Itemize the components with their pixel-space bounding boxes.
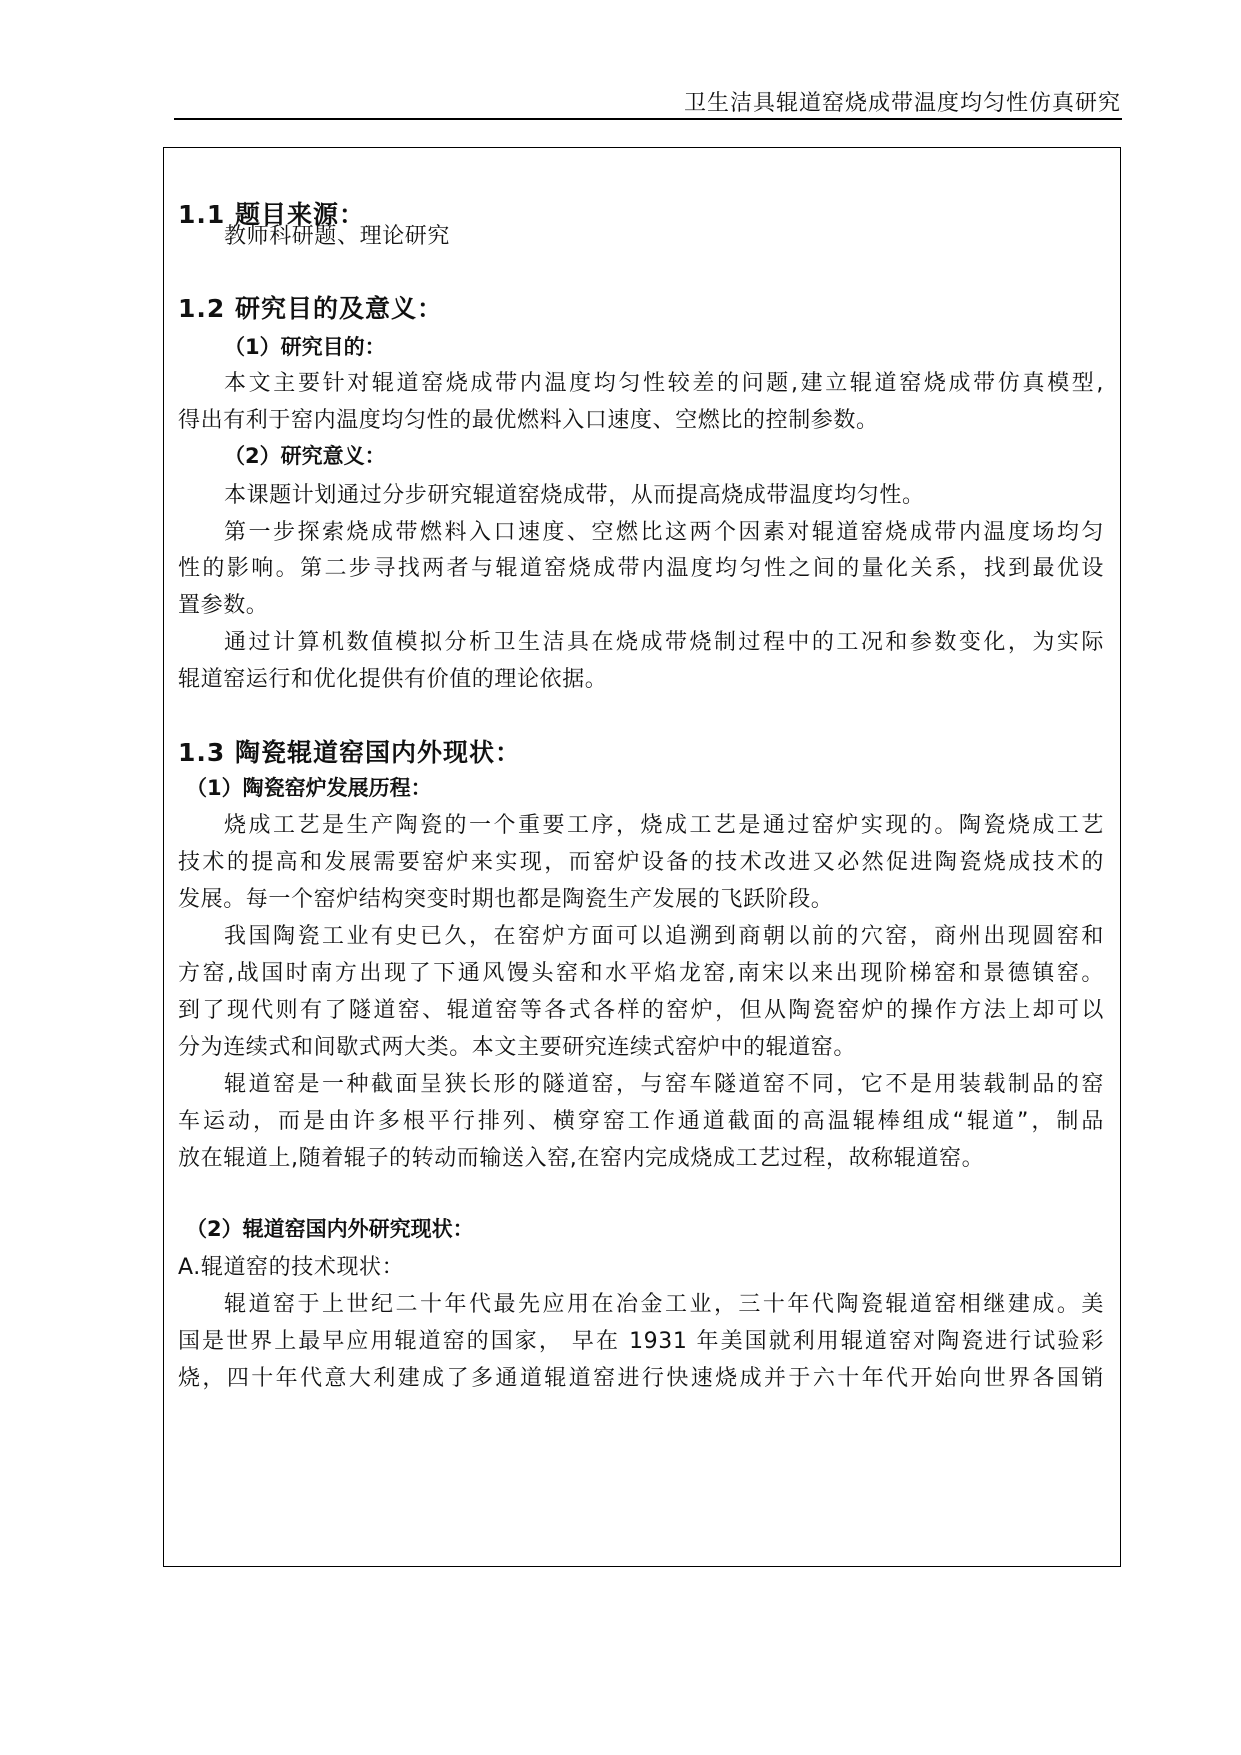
section-1-1-body: 教师科研题、理论研究	[224, 224, 451, 249]
paragraph-line: 我国陶瓷工业有史已久，在窑炉方面可以追溯到商朝以前的穴窑，商州出现圆窑和	[224, 924, 1104, 949]
paragraph-line: 方窑,战国时南方出现了下通风馒头窑和水平焰龙窑,南宋以来出现阶梯窑和景德镇窑。	[178, 961, 1104, 986]
paragraph-line: 车运动，而是由许多根平行排列、横穿窑工作通道截面的高温辊棒组成“辊道”，制品	[178, 1109, 1104, 1134]
subheading-research-significance: （2）研究意义：	[224, 444, 386, 468]
section-heading-1-1: 1.1 题目来源：	[178, 200, 365, 229]
paragraph-line: 辊道窑运行和优化提供有价值的理论依据。	[178, 667, 608, 692]
paragraph-line: 本课题计划通过分步研究辊道窑烧成带，从而提高烧成带温度均匀性。	[224, 483, 925, 508]
paragraph-line: 放在辊道上,随着辊子的转动而输送入窑,在窑内完成烧成工艺过程，故称辊道窑。	[178, 1146, 985, 1171]
paragraph-line: 性的影响。第二步寻找两者与辊道窑烧成带内温度均匀性之间的量化关系，找到最优设	[178, 556, 1104, 581]
header-rule	[174, 118, 1122, 120]
paragraph-line: 第一步探索烧成带燃料入口速度、空燃比这两个因素对辊道窑烧成带内温度场均匀	[224, 520, 1104, 545]
label-technical-status: A.辊道窑的技术现状：	[178, 1255, 405, 1280]
subheading-kiln-history: （1）陶瓷窑炉发展历程：	[186, 776, 432, 800]
paragraph-line: 辊道窑于上世纪二十年代最先应用在冶金工业，三十年代陶瓷辊道窑相继建成。美	[224, 1292, 1104, 1317]
content-box	[163, 147, 1121, 1567]
paragraph-line: 置参数。	[178, 593, 269, 618]
paragraph-line: 得出有利于窑内温度均匀性的最优燃料入口速度、空燃比的控制参数。	[178, 408, 879, 433]
subheading-research-purpose: （1）研究目的：	[224, 335, 386, 359]
paragraph-line: 辊道窑是一种截面呈狭长形的隧道窑，与窑车隧道窑不同，它不是用装载制品的窑	[224, 1072, 1104, 1097]
paragraph-line: 通过计算机数值模拟分析卫生洁具在烧成带烧制过程中的工况和参数变化，为实际	[224, 630, 1104, 655]
paragraph-line: 发展。每一个窑炉结构突变时期也都是陶瓷生产发展的飞跃阶段。	[178, 887, 834, 912]
section-heading-1-2: 1.2 研究目的及意义：	[178, 294, 443, 323]
section-heading-1-3: 1.3 陶瓷辊道窑国内外现状：	[178, 738, 521, 767]
paragraph-line: 到了现代则有了隧道窑、辊道窑等各式各样的窑炉，但从陶瓷窑炉的操作方法上却可以	[178, 998, 1104, 1023]
paragraph-line: 烧，四十年代意大利建成了多通道辊道窑进行快速烧成并于六十年代开始向世界各国销	[178, 1366, 1104, 1391]
paragraph-line: 烧成工艺是生产陶瓷的一个重要工序，烧成工艺是通过窑炉实现的。陶瓷烧成工艺	[224, 813, 1104, 838]
running-header-title: 卫生洁具辊道窑烧成带温度均匀性仿真研究	[683, 91, 1121, 116]
paragraph-line: 国是世界上最早应用辊道窑的国家， 早在 1931 年美国就利用辊道窑对陶瓷进行试验彩	[178, 1329, 1104, 1354]
paragraph-line: 分为连续式和间歇式两大类。本文主要研究连续式窑炉中的辊道窑。	[178, 1035, 857, 1060]
paragraph-line: 本文主要针对辊道窑烧成带内温度均匀性较差的问题,建立辊道窑烧成带仿真模型,	[224, 371, 1104, 396]
paragraph-line: 技术的提高和发展需要窑炉来实现，而窑炉设备的技术改进又必然促进陶瓷烧成技术的	[178, 850, 1104, 875]
subheading-research-status: （2）辊道窑国内外研究现状：	[186, 1217, 474, 1241]
